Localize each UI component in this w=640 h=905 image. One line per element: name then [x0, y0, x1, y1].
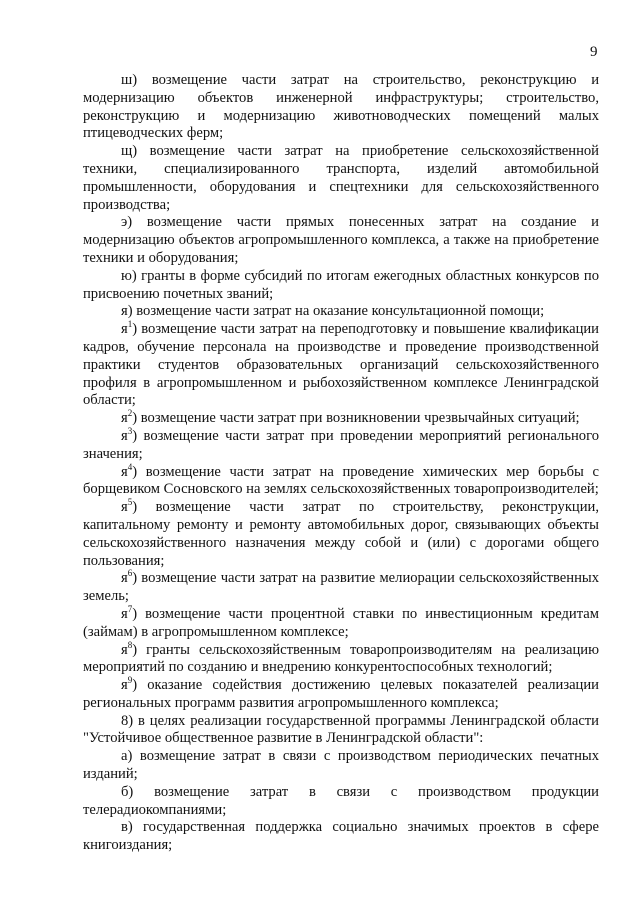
paragraph-item [83, 303, 599, 321]
paragraph-item [83, 819, 599, 855]
paragraph-text: ) гранты сельскохозяйственным товаропроизводителям на реализацию мероприятий по созданию и внедрению конкурентоспособных технологий; [83, 641, 599, 676]
paragraph-item [83, 677, 599, 713]
paragraph-marker: щ) [121, 143, 138, 160]
paragraph-text: в целях реализации государственной программы Ленинградской области "Устойчивое общественное развитие в Ленинградской области": [83, 712, 599, 747]
paragraph-item [83, 461, 599, 500]
paragraph-marker: я [121, 463, 128, 480]
paragraph-item [83, 748, 599, 784]
paragraph-marker: я [121, 321, 128, 338]
paragraph-item [83, 784, 599, 820]
paragraph-superscript: 9 [127, 675, 133, 686]
paragraph-superscript: 1 [127, 319, 133, 330]
paragraph-text: возмещение затрат в связи с производством продукции телерадиокомпаниями; [83, 783, 599, 818]
paragraph-superscript: 3 [127, 426, 133, 437]
paragraph-text: ) возмещение части затрат на развитие мелиорации сельскохозяйственных земель; [83, 570, 599, 605]
paragraph-marker: ю) [121, 267, 137, 284]
paragraph-marker: э) [121, 214, 133, 231]
page-number: 9 [590, 44, 598, 60]
paragraph-superscript: 5 [127, 497, 133, 508]
paragraph-item [83, 713, 599, 749]
paragraph-text: государственная поддержка социально значимых проектов в сфере книгоиздания; [83, 819, 599, 854]
paragraph-text: ) возмещение части затрат на переподготовку и повышение квалификации кадров, обучение персонала на производстве и проведение производственной практики студентов образовательных организаций сельскохозяйственного профиля в агропромышленном и рыбохозяйственном комплексе Ленинградской области; [83, 321, 599, 409]
paragraph-marker: я [121, 641, 128, 658]
paragraph-text: возмещение части затрат на оказание консультационной помощи; [136, 303, 545, 320]
paragraph-item [83, 143, 599, 214]
paragraph-marker: 8) [121, 712, 134, 729]
paragraph-marker: я [121, 410, 128, 427]
paragraph-text: гранты в форме субсидий по итогам ежегодных областных конкурсов по присвоению почетных званий; [83, 267, 599, 302]
paragraph-text: ) возмещение части процентной ставки по инвестиционным кредитам (займам) в агропромышленном комплексе; [83, 605, 599, 640]
paragraph-item [83, 639, 599, 678]
paragraph-text: ) возмещение части затрат на проведение химических мер борьбы с борщевиком Сосновского на землях сельскохозяйственных товаропроизводителей; [83, 463, 599, 498]
paragraph-marker: б) [121, 783, 134, 800]
paragraph-item [83, 410, 599, 428]
paragraph-text: возмещение части затрат на строительство, реконструкцию и модернизацию объектов инженерной инфраструктуры; строительство, реконструкцию и модернизацию животноводческих помещений малых птицеводческих ферм; [83, 72, 600, 142]
paragraph-marker: я [121, 499, 128, 516]
paragraph-marker: я) [121, 303, 133, 320]
paragraph-marker: я [121, 677, 128, 694]
paragraph-text: возмещение части затрат на приобретение сельскохозяйственной техники, специализированного транспорта, изделий автомобильной промышленности, оборудования и спецтехники для сельскохозяйственного производства; [83, 143, 599, 213]
paragraph-marker: я [121, 427, 128, 444]
paragraph-item [83, 214, 599, 267]
paragraph-text: ) возмещение части затрат при возникновении чрезвычайных ситуаций; [132, 410, 580, 427]
paragraph-superscript: 2 [127, 408, 133, 419]
paragraph-item [83, 570, 599, 606]
paragraph-marker: я [121, 605, 128, 622]
paragraph-item [83, 321, 599, 410]
paragraph-text: ) оказание содействия достижению целевых показателей реализации региональных программ развития агропромышленного комплекса; [83, 677, 599, 711]
paragraph-text: возмещение части прямых понесенных затрат на создание и модернизацию объектов агропромышленного комплекса, а также на приобретение техники и оборудования; [83, 214, 599, 266]
paragraph-superscript: 7 [127, 604, 133, 615]
paragraph-marker: ш) [121, 72, 138, 88]
paragraph-marker: я [121, 570, 128, 587]
paragraph-text: возмещение затрат в связи с производством периодических печатных изданий; [83, 748, 599, 783]
paragraph-marker: а) [121, 748, 133, 765]
paragraph-item [83, 606, 599, 642]
paragraph-text: ) возмещение части затрат при проведении мероприятий регионального значения; [83, 427, 599, 462]
paragraph-item [83, 499, 599, 570]
paragraph-superscript: 6 [127, 568, 133, 579]
document-body [83, 72, 599, 855]
paragraph-superscript: 8 [127, 639, 133, 650]
paragraph-item [83, 72, 599, 143]
paragraph-item [83, 268, 599, 304]
paragraph-marker: в) [121, 819, 133, 836]
paragraph-text: ) возмещение части затрат по строительству, реконструкции, капитальному ремонту и ремонту автомобильных дорог, связывающих объекты сельскохозяйственного назначения между собой и (или) с дорогами общего пользования; [83, 499, 599, 569]
paragraph-item [83, 428, 599, 464]
paragraph-superscript: 4 [127, 461, 133, 472]
